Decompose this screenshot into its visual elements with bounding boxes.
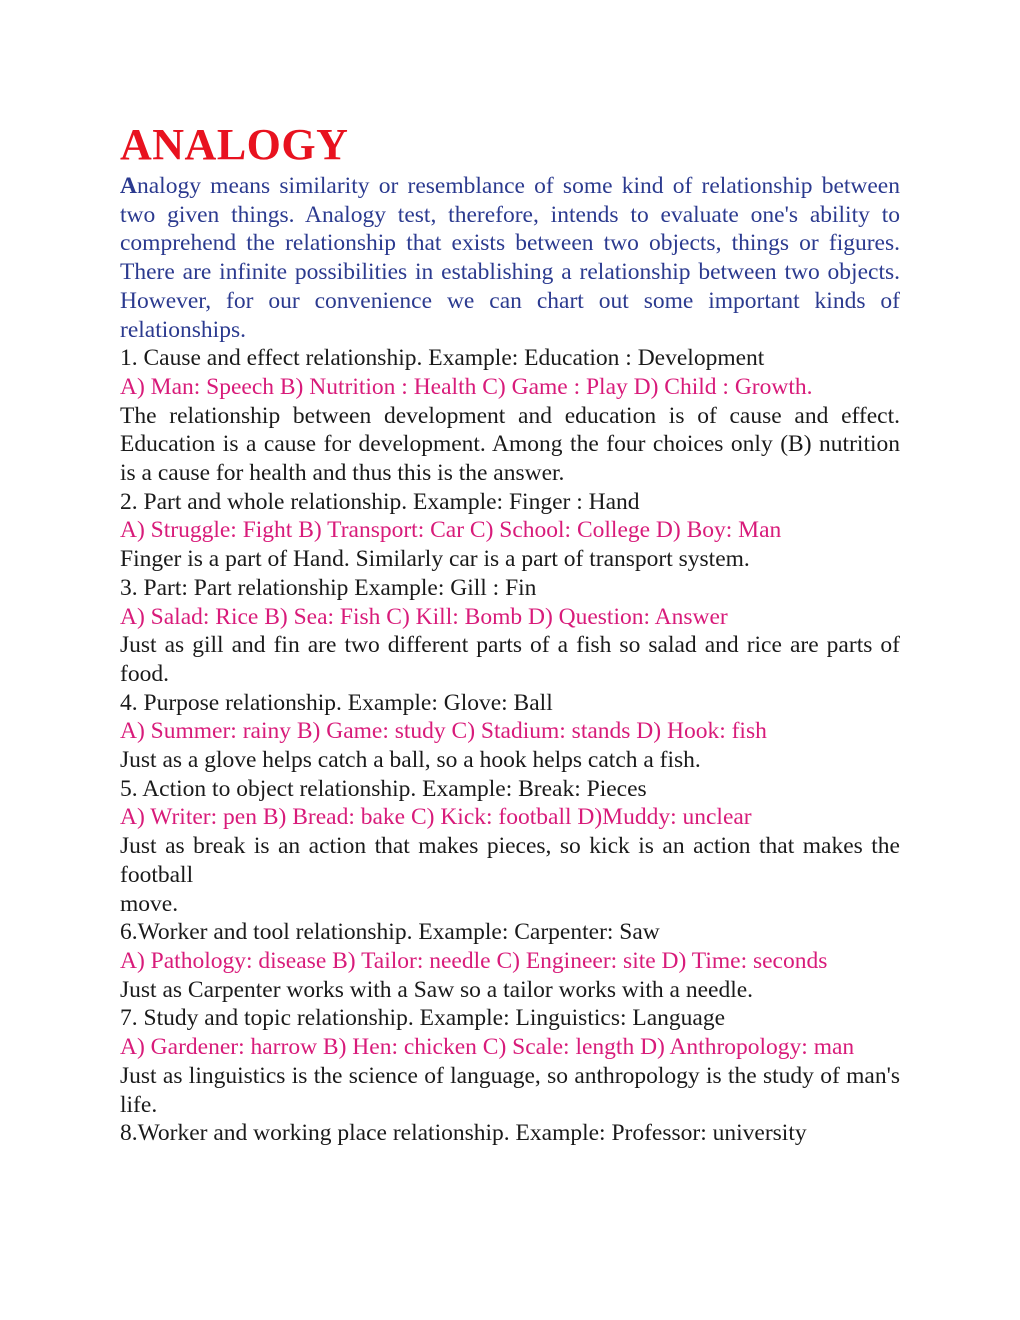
section-worker-tool	[120, 918, 900, 1004]
section-options: A) Struggle: Fight B) Transport: Car C) School: College D) Boy: Man	[120, 517, 782, 544]
section-explanation: Just as break is an action that makes pieces, so kick is an action that makes the football	[120, 833, 900, 888]
section-worker-place	[120, 1119, 900, 1148]
section-heading: 2. Part and whole relationship. Example: Finger : Hand	[120, 488, 640, 515]
document-page	[120, 118, 900, 1148]
section-heading: 3. Part: Part relationship Example: Gill : Fin	[120, 574, 537, 601]
section-explanation: Finger is a part of Hand. Similarly car is a part of transport system.	[120, 546, 750, 573]
section-explanation: Just as linguistics is the science of language, so anthropology is the study of man's life.	[120, 1062, 900, 1118]
section-part-whole	[120, 488, 900, 574]
section-options: A) Summer: rainy B) Game: study C) Stadium: stands D) Hook: fish	[120, 718, 767, 745]
section-explanation: Just as Carpenter works with a Saw so a tailor works with a needle.	[120, 976, 754, 1003]
page-title: ANALOGY	[120, 120, 349, 169]
section-explanation-tail: move.	[120, 890, 179, 917]
section-explanation: The relationship between development and education is of cause and effect. Education is a cause for development. Among the four choices only (B) nutrition is a cause for health and thus this is the answer.	[120, 402, 900, 487]
section-explanation: Just as gill and fin are two different parts of a fish so salad and rice are parts of food.	[120, 632, 900, 687]
section-heading: 8.Worker and working place relationship. Example: Professor: university	[120, 1120, 807, 1147]
section-part-part	[120, 574, 900, 689]
intro-text: nalogy means similarity or resemblance of some kind of relationship between two given things. Analogy test, therefore, intends to evaluate one's ability to comprehend the relationship that exists between two objects, things or figures. There are infinite possibilities in establishing a relationship between two objects. However, for our convenience we can chart out some important kinds of relationships.	[120, 173, 900, 343]
section-cause-effect	[120, 344, 900, 488]
intro-paragraph	[120, 172, 900, 344]
section-heading: 4. Purpose relationship. Example: Glove: Ball	[120, 689, 553, 716]
section-options: A) Man: Speech B) Nutrition : Health C) Game : Play D) Child : Growth.	[120, 373, 813, 400]
section-options: A) Gardener: harrow B) Hen: chicken C) Scale: length D) Anthropology: man	[120, 1034, 855, 1061]
section-options: A) Writer: pen B) Bread: bake C) Kick: football D)Muddy: unclear	[120, 804, 752, 831]
section-heading: 6.Worker and tool relationship. Example: Carpenter: Saw	[120, 919, 660, 946]
section-action-object	[120, 775, 900, 919]
section-options: A) Pathology: disease B) Tailor: needle C) Engineer: site D) Time: seconds	[120, 947, 828, 974]
section-explanation: Just as a glove helps catch a ball, so a hook helps catch a fish.	[120, 747, 701, 774]
section-heading: 5. Action to object relationship. Example: Break: Pieces	[120, 775, 647, 802]
section-purpose	[120, 689, 900, 775]
intro-first-letter: A	[120, 173, 137, 199]
section-study-topic	[120, 1004, 900, 1119]
section-heading: 7. Study and topic relationship. Example: Linguistics: Language	[120, 1005, 726, 1032]
section-options: A) Salad: Rice B) Sea: Fish C) Kill: Bomb D) Question: Answer	[120, 603, 728, 630]
section-heading: 1. Cause and effect relationship. Example: Education : Development	[120, 345, 765, 372]
